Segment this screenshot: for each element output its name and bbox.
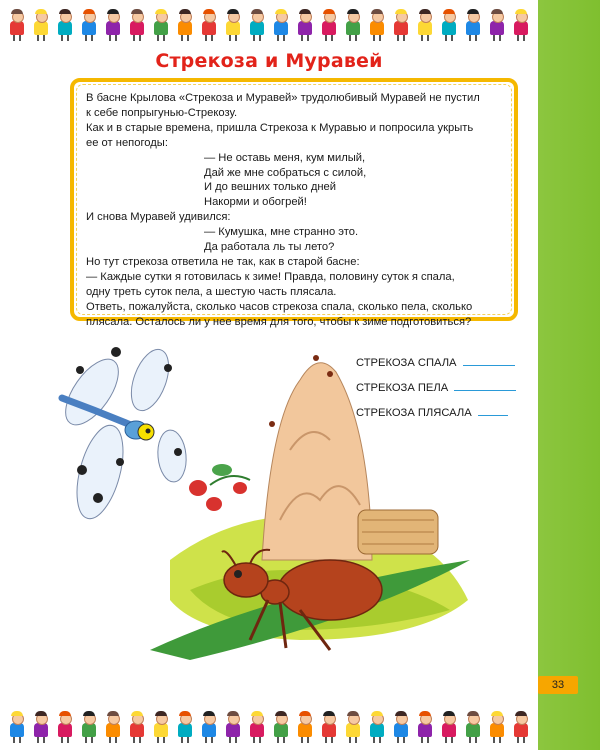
verse-line: — Не оставь меня, кум милый, <box>204 151 366 164</box>
answer-label: СТРЕКОЗА ПЛЯСАЛА <box>356 407 472 419</box>
answer-label: СТРЕКОЗА ПЕЛА <box>356 382 449 394</box>
verse-line: — Кумушка, мне странно это. <box>204 226 359 239</box>
kid-figure <box>152 713 170 743</box>
kid-figure <box>56 713 74 743</box>
kid-figure <box>440 713 458 743</box>
kid-figure <box>176 713 194 743</box>
answer-label: СТРЕКОЗА СПАЛА <box>356 357 457 369</box>
story-line: В басне Крылова «Стрекоза и Муравей» трудолюбивый Муравей не пустил <box>86 92 480 104</box>
kid-figure <box>200 713 218 743</box>
kid-figure <box>488 713 506 743</box>
kids-border-bottom <box>0 708 538 748</box>
verse-line: Накорми и обогрей! <box>204 196 307 209</box>
story-line: одну треть суток пела, а шестую часть плясала. <box>86 285 337 298</box>
kid-figure <box>344 713 362 743</box>
story-line: И снова Муравей удивился: <box>86 211 231 224</box>
kid-figure <box>296 713 314 743</box>
kid-figure <box>320 713 338 743</box>
verse-line: Дай же мне собраться с силой, <box>204 166 367 179</box>
kid-figure <box>512 713 530 743</box>
kid-figure <box>128 713 146 743</box>
kid-figure <box>272 713 290 743</box>
answer-row <box>356 394 526 419</box>
story-line: к себе попрыгунью-Стрекозу. <box>86 106 238 119</box>
side-margin-bar <box>538 0 600 750</box>
page-title: Стрекоза и Муравей <box>155 50 383 72</box>
kid-figure <box>392 713 410 743</box>
answer-row <box>356 344 526 369</box>
kid-figure <box>8 713 26 743</box>
kid-figure <box>464 713 482 743</box>
kid-figure <box>248 713 266 743</box>
kid-figure <box>368 713 386 743</box>
verse-line: Да работала ль ты лето? <box>204 241 335 254</box>
kid-figure <box>416 713 434 743</box>
story-line: — Каждые сутки я готовилась к зиме! Правда, половину суток я спала, <box>86 270 455 283</box>
answer-blank-line[interactable] <box>454 390 516 391</box>
berries-illustration <box>189 464 250 511</box>
answers-block <box>356 344 526 419</box>
story-line: Ответь, пожалуйста, сколько часов стрекоза спала, сколько пела, сколько <box>86 300 473 313</box>
story-line: плясала. Осталось ли у нее время для того, чтобы к зиме подготовиться? <box>86 315 472 328</box>
verse-line: И до вешних только дней <box>204 181 337 194</box>
answer-blank-line[interactable] <box>478 415 508 416</box>
answer-blank-line[interactable] <box>463 365 515 366</box>
answer-row <box>356 369 526 394</box>
story-line: Но тут стрекоза ответила не так, как в старой басне: <box>86 255 360 268</box>
kid-figure <box>80 713 98 743</box>
kid-figure <box>224 713 242 743</box>
kid-figure <box>32 713 50 743</box>
kid-figure <box>104 713 122 743</box>
page-number: 33 <box>538 676 578 694</box>
dragonfly-illustration <box>55 344 188 523</box>
story-line: Как и в старые времена, пришла Стрекоза к Муравью и попросила укрыть <box>86 121 474 134</box>
story-line: ее от непогоды: <box>86 136 168 149</box>
